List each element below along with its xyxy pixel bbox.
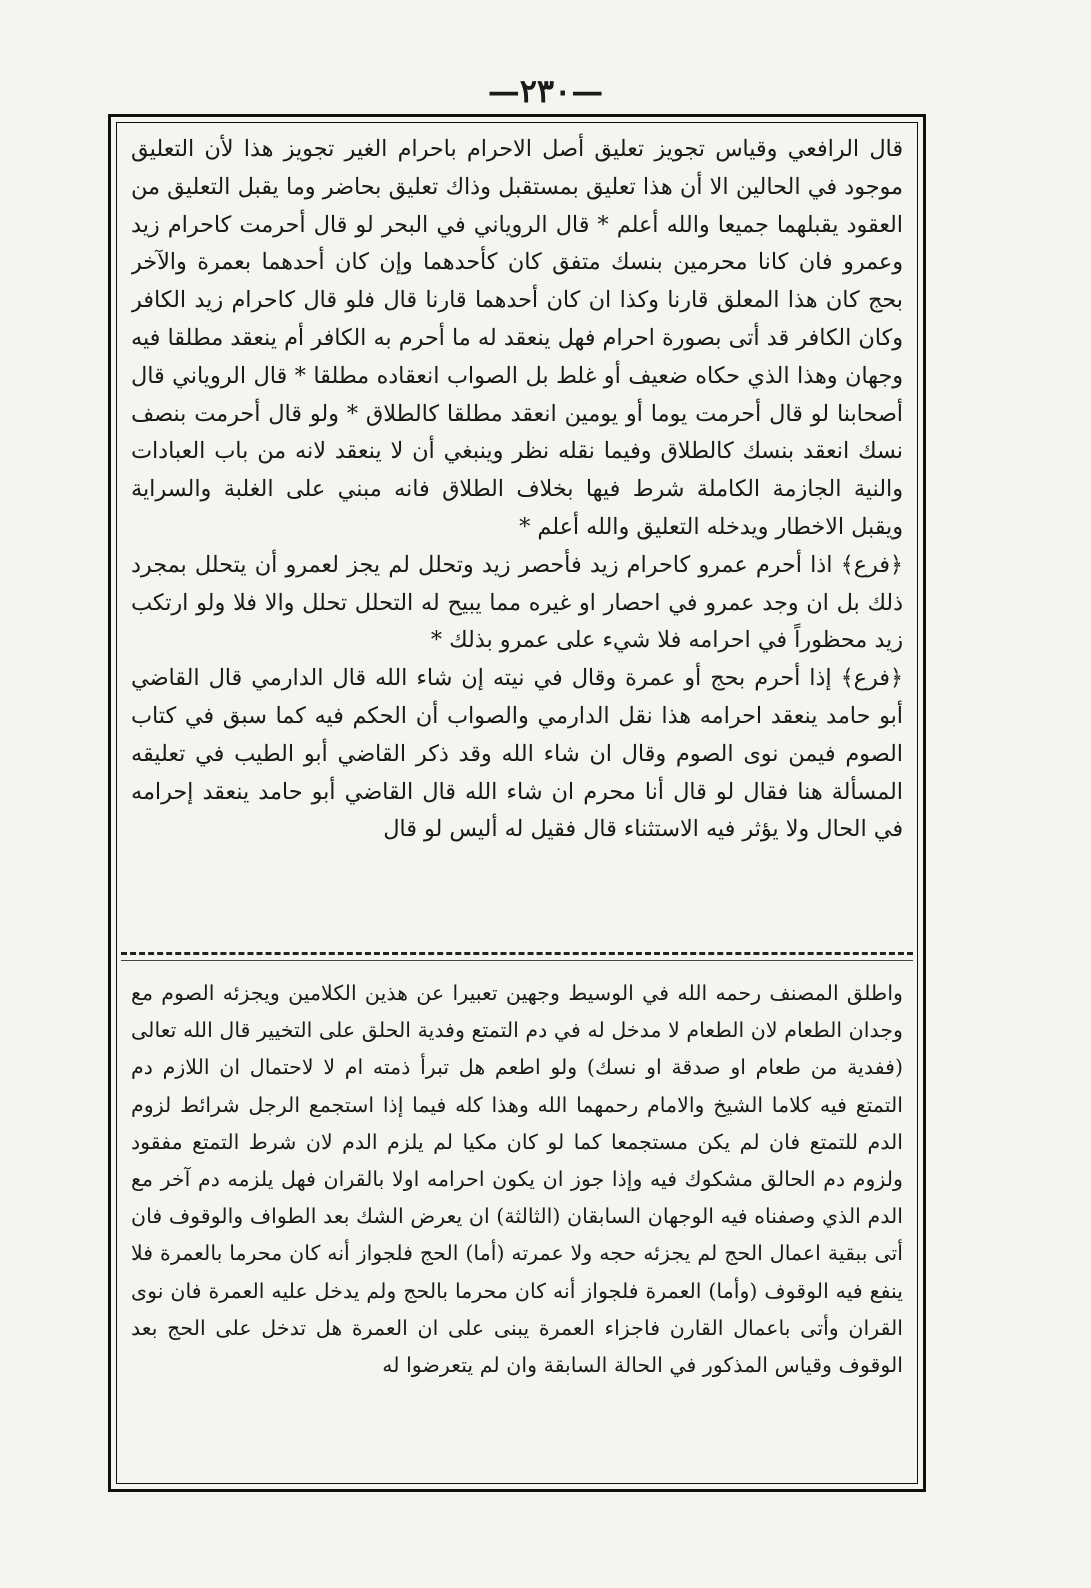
commentary-paragraph: واطلق المصنف رحمه الله في الوسيط وجهين تعبيرا عن هذين الكلامين ويجزئه الصوم مع وجدان الطعام لان الطعام لا مدخل له في دم التمتع وفدية الحلق على التخيير قال الله تعالى (ففدية من طعام او صدقة او نسك) ولو اطعم هل تبرأ ذمته ام لا لاحتمال ان اللازم دم التمتع فيه كلاما الشيخ والامام رحمهما الله وهذا كله فيما إذا استجمع الرجل شرائط لزوم الدم للتمتع فان لم يكن مستجمعا كما لو كان مكيا لم يلزم الدم لان شرط التمتع مفقود ولزوم دم الحالق مشكوك فيه وإذا جوز ان يكون احرامه اولا بالقران فهل يلزمه دم آخر مع الدم الذي وصفناه فيه الوجهان السابقان (الثالثة) ان يعرض الشك بعد الطواف والوقوف فان أتى ببقية اعمال الحج لم يجزئه حجه ولا عمرته (أما) الحج فلجواز أنه كان محرما بالعمرة فلا ينفع فيه الوقوف (وأما) العمرة فلجواز أنه كان محرما بالحج ولم يدخل عليه العمرة فان نوى القران وأتى باعمال القارن فاجزاء العمرة يبنى على ان العمرة هل تدخل على الحج بعد الوقوف وقياس المذكور في الحالة السابقة وان لم يتعرضوا له — [131, 981, 903, 1378]
main-text — [131, 131, 903, 939]
page-number: —٢٣٠— — [487, 72, 604, 110]
main-paragraph: ﴿فرع﴾ اذا أحرم عمرو كاحرام زيد فأحصر زيد وتحلل لم يجز لعمرو أن يتحلل بمجرد ذلك بل ان وجد عمرو في احصار او غيره مما يبيح له التحلل تحلل والا فلا ولو ارتكب زيد محظوراً في احرامه فلا شيء على عمرو بذلك * — [131, 551, 903, 654]
commentary-text — [131, 975, 903, 1473]
section-divider-line — [121, 960, 913, 961]
section-divider — [121, 952, 913, 955]
page-frame — [108, 114, 926, 1492]
main-paragraph: قال الرافعي وقياس تجويز تعليق أصل الاحرام باحرام الغير تجويز هذا لأن التعليق موجود في الحالين الا أن هذا تعليق بمستقبل وذاك تعليق بحاضر وما يقبل التعليق من العقود يقبلهما جميعا والله أعلم * قال الروياني في البحر لو قال أحرمت كاحرام زيد وعمرو فان كانا محرمين بنسك متفق كان كأحدهما وإن كان أحدهما بعمرة والآخر بحج كان هذا المعلق قارنا وكذا ان كان أحدهما قارنا قال فلو قال كاحرام زيد الكافر وكان الكافر قد أتى بصورة احرام فهل ينعقد له ما أحرم به الكافر أم ينعقد مطلقا فيه وجهان وهذا الذي حكاه ضعيف أو غلط بل الصواب انعقاده مطلقا * قال الروياني قال أصحابنا لو قال أحرمت يوما أو يومين انعقد مطلقا كالطلاق * ولو قال أحرمت بنصف نسك انعقد بنسك كالطلاق وفيما نقله نظر وينبغي أن لا ينعقد لانه من باب العبادات والنية الجازمة الكاملة شرط فيها بخلاف الطلاق فانه مبني على الغلبة والسراية ويقبل الاخطار ويدخله التعليق والله أعلم * — [131, 136, 903, 540]
main-paragraph: ﴿فرع﴾ إذا أحرم بحج أو عمرة وقال في نيته إن شاء الله قال الدارمي قال القاضي أبو حامد ينعقد احرامه هذا نقل الدارمي والصواب أن الحكم فيه كما سبق في كتاب الصوم فيمن نوى الصوم وقال ان شاء الله وقد ذكر القاضي أبو الطيب في تعليقه المسألة هنا فقال لو قال أنا محرم ان شاء الله قال القاضي أبو حامد ينعقد إحرامه في الحال ولا يؤثر فيه الاستثناء قال فقيل له أليس لو قال — [131, 665, 903, 843]
